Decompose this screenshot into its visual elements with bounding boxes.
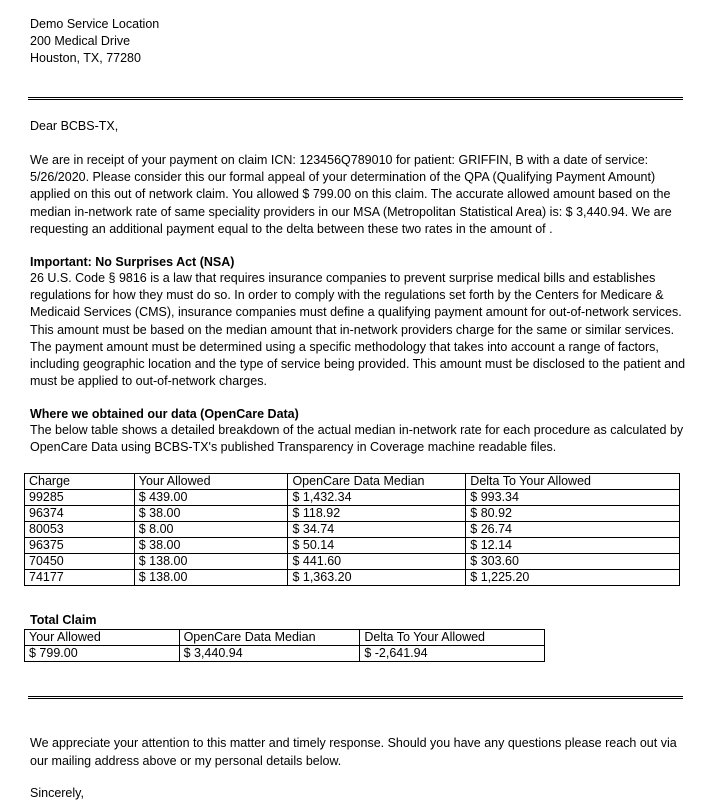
charge-code: 80053 bbox=[25, 522, 135, 538]
header-your-allowed: Your Allowed bbox=[134, 474, 288, 490]
total-delta: $ -2,641.94 bbox=[360, 646, 545, 662]
address-line-2: 200 Medical Drive bbox=[30, 34, 131, 48]
table-row bbox=[25, 490, 680, 506]
allowed-amount: $ 138.00 bbox=[134, 570, 288, 586]
median-amount: $ 441.60 bbox=[288, 554, 466, 570]
intro-paragraph: We are in receipt of your payment on claim ICN: 123456Q789010 for patient: GRIFFIN, B with a date of service: 5/26/2020. Please consider this our formal appeal of your determination of the QPA (Qualifying Payment Amount) applied on this out of network claim. You allowed $ 799.00 on this claim. The accurate allowed amount based on the median in-network rate of same speciality providers in our MSA (Metropolitan Statistical Area) is: $ 3,440.94. We are requesting an additional payment equal to the delta between these two rates in the amount of . bbox=[30, 153, 672, 236]
table-row bbox=[25, 554, 680, 570]
delta-amount: $ 993.34 bbox=[466, 490, 680, 506]
header-charge: Charge bbox=[25, 474, 135, 490]
table-header-row bbox=[25, 630, 545, 646]
charge-code: 96375 bbox=[25, 538, 135, 554]
table-row bbox=[25, 506, 680, 522]
median-amount: $ 1,432.34 bbox=[288, 490, 466, 506]
charge-code: 70450 bbox=[25, 554, 135, 570]
bottom-divider bbox=[28, 696, 683, 699]
header-delta: Delta To Your Allowed bbox=[466, 474, 680, 490]
table-row bbox=[25, 538, 680, 554]
table-row bbox=[25, 570, 680, 586]
delta-amount: $ 1,225.20 bbox=[466, 570, 680, 586]
charge-code: 96374 bbox=[25, 506, 135, 522]
total-claim-table bbox=[24, 629, 545, 662]
allowed-amount: $ 138.00 bbox=[134, 554, 288, 570]
median-amount: $ 50.14 bbox=[288, 538, 466, 554]
delta-amount: $ 26.74 bbox=[466, 522, 680, 538]
address-line-3: Houston, TX, 77280 bbox=[30, 51, 141, 65]
table-row bbox=[25, 646, 545, 662]
allowed-amount: $ 439.00 bbox=[134, 490, 288, 506]
table-row bbox=[25, 522, 680, 538]
delta-amount: $ 80.92 bbox=[466, 506, 680, 522]
signoff: Sincerely, bbox=[30, 786, 84, 800]
allowed-amount: $ 38.00 bbox=[134, 538, 288, 554]
header-opencare-median: OpenCare Data Median bbox=[179, 630, 360, 646]
charge-breakdown-table bbox=[24, 473, 680, 586]
total-claim-heading: Total Claim bbox=[30, 613, 97, 627]
address-line-1: Demo Service Location bbox=[30, 17, 160, 31]
median-amount: $ 118.92 bbox=[288, 506, 466, 522]
total-allowed: $ 799.00 bbox=[25, 646, 180, 662]
charge-code: 74177 bbox=[25, 570, 135, 586]
nsa-paragraph: 26 U.S. Code § 9816 is a law that requires insurance companies to prevent surprise medical bills and establishes regulations for how they must do so. In order to comply with the regulations set forth by the Centers for Medicare & Medicaid Services (CMS), insurance companies must define a qualifying payment amount for out-of-network services. This amount must be based on the median amount that in-network providers charge for the same or similar services. The payment amount must be determined using a specific methodology that takes into account a range of factors, including geographic location and the type of service being provided. This amount must be disclosed to the patient and must be applied to out-of-network charges. bbox=[30, 271, 686, 389]
header-delta: Delta To Your Allowed bbox=[360, 630, 545, 646]
closing-paragraph: We appreciate your attention to this matter and timely response. Should you have any questions please reach out via our mailing address above or my personal details below. bbox=[30, 736, 677, 768]
nsa-heading: Important: No Surprises Act (NSA) bbox=[30, 255, 235, 269]
charge-code: 99285 bbox=[25, 490, 135, 506]
median-amount: $ 1,363.20 bbox=[288, 570, 466, 586]
data-source-heading: Where we obtained our data (OpenCare Data) bbox=[30, 407, 299, 421]
delta-amount: $ 303.60 bbox=[466, 554, 680, 570]
sender-address bbox=[30, 16, 159, 67]
allowed-amount: $ 8.00 bbox=[134, 522, 288, 538]
salutation: Dear BCBS-TX, bbox=[30, 119, 119, 133]
header-opencare-median: OpenCare Data Median bbox=[288, 474, 466, 490]
allowed-amount: $ 38.00 bbox=[134, 506, 288, 522]
top-divider bbox=[28, 97, 683, 100]
delta-amount: $ 12.14 bbox=[466, 538, 680, 554]
table-header-row bbox=[25, 474, 680, 490]
header-your-allowed: Your Allowed bbox=[25, 630, 180, 646]
data-source-paragraph: The below table shows a detailed breakdown of the actual median in-network rate for each procedure as calculated by OpenCare Data using BCBS-TX's published Transparency in Coverage machine readable files. bbox=[30, 423, 684, 455]
total-median: $ 3,440.94 bbox=[179, 646, 360, 662]
median-amount: $ 34.74 bbox=[288, 522, 466, 538]
